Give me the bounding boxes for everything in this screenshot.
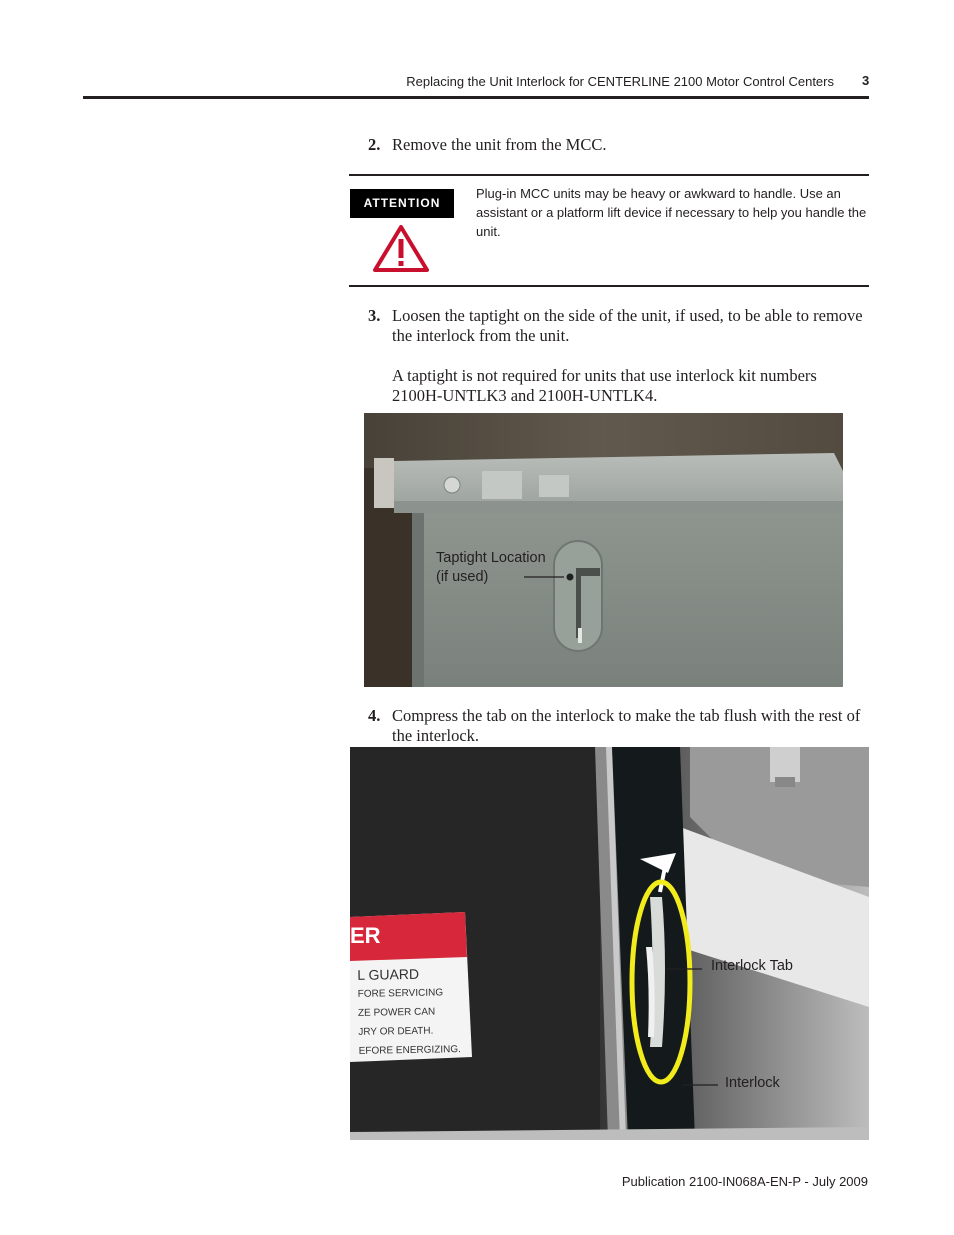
interlock-callout: Interlock [725, 1075, 780, 1091]
attention-text: Plug-in MCC units may be heavy or awkward to handle. Use an assistant or a platform lift device if necessary to help you handle the unit. [476, 186, 867, 239]
callout-line: (if used) [436, 569, 489, 585]
step-3 [368, 306, 868, 406]
step-text: Compress the tab on the interlock to make the tab flush with the rest of the interlock. [392, 706, 861, 745]
attention-rule-top [349, 174, 869, 176]
interlock-photo [350, 747, 869, 1140]
step-number: 2. [368, 135, 381, 154]
attention-label: ATTENTION [350, 189, 454, 218]
danger-label-body [357, 964, 461, 1061]
taptight-photo [364, 413, 843, 687]
interlock-tab-callout: Interlock Tab [711, 958, 793, 974]
header-rule [83, 96, 869, 99]
step-2 [368, 135, 868, 155]
step-number: 3. [368, 306, 381, 325]
label-line: ZE POWER CAN [357, 1006, 436, 1019]
interlock-photo-drawing [350, 747, 869, 1140]
label-line: FORE SERVICING [357, 987, 444, 1000]
step-number: 4. [368, 706, 381, 725]
warning-triangle-icon [373, 224, 429, 272]
label-line: L GUARD [357, 965, 420, 983]
running-header: Replacing the Unit Interlock for CENTERLINE 2100 Motor Control Centers [406, 74, 834, 89]
step-text: Remove the unit from the MCC. [392, 135, 607, 154]
page-number: 3 [862, 73, 870, 88]
step-note: A taptight is not required for units that use interlock kit numbers 2100H-UNTLK3 and 2100H-UNTLK4. [392, 366, 817, 405]
step-4 [368, 706, 868, 746]
label-line: EFORE ENERGIZING. [358, 1044, 461, 1057]
label-line: JRY OR DEATH. [358, 1025, 434, 1038]
callout-line: Taptight Location [436, 550, 546, 566]
step-text: Loosen the taptight on the side of the unit, if used, to be able to remove the interlock from the unit. [392, 306, 863, 345]
publication-footer: Publication 2100-IN068A-EN-P - July 2009 [621, 1174, 868, 1189]
taptight-callout [436, 549, 546, 587]
attention-rule-bottom [349, 285, 869, 287]
danger-label-heading: ER [350, 923, 381, 948]
